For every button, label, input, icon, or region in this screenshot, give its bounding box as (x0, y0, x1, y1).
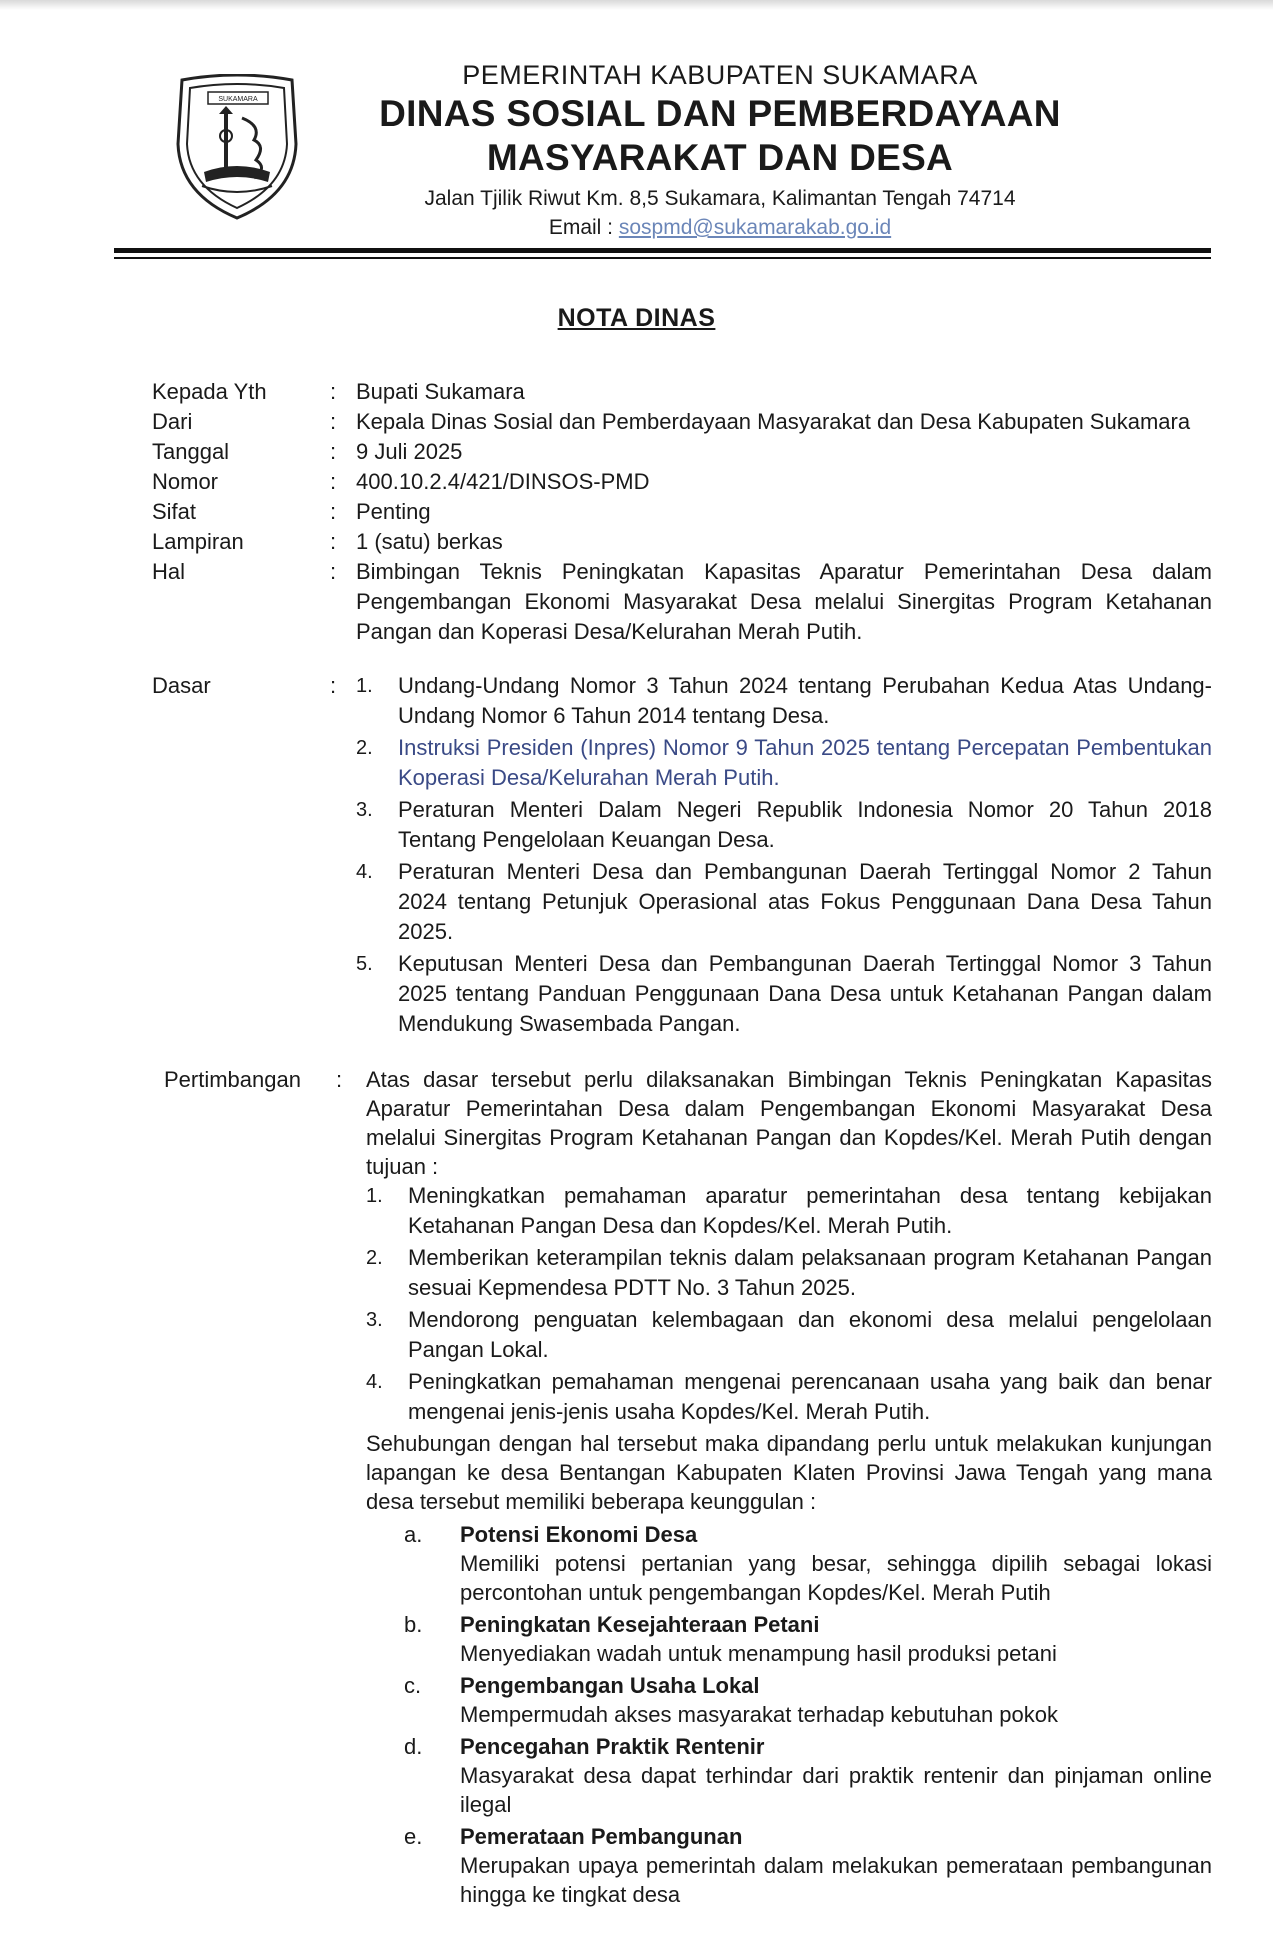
advantage-body (460, 1732, 1212, 1819)
field-row (152, 467, 1212, 497)
field-colon: : (330, 529, 337, 554)
advantage-title: Pemerataan Pembangunan (460, 1824, 743, 1849)
logo-lettering: SUKAMARA (218, 96, 258, 103)
list-letter: a. (404, 1522, 423, 1547)
sukamara-crest-logo (172, 74, 302, 222)
list-item (366, 1610, 1212, 1668)
list-item (366, 1671, 1212, 1729)
field-label: Sifat (152, 499, 197, 524)
field-row (152, 437, 1212, 467)
list-letter: b. (404, 1612, 423, 1637)
field-value: Bupati Sukamara (356, 379, 525, 404)
field-label: Lampiran (152, 529, 244, 554)
letterhead-divider-thin (114, 257, 1211, 259)
list-text: Peraturan Menteri Dalam Negeri Republik Indonesia Nomor 20 Tahun 2018 Tentang Pengelolaan Keuangan Desa. (398, 797, 1212, 852)
list-number: 3. (356, 799, 373, 821)
field-value: Kepala Dinas Sosial dan Pemberdayaan Masyarakat dan Desa Kabupaten Sukamara (356, 409, 1191, 434)
field-colon: : (330, 409, 337, 434)
list-number: 3. (366, 1309, 383, 1331)
pertimbangan-intro: Atas dasar tersebut perlu dilaksanakan Bimbingan Teknis Peningkatan Kapasitas Aparatur Pemerintahan Desa dalam Pengembangan Ekonomi Masyarakat Desa melalui Sinergitas Program Ketahanan Pangan dan Kopdes/Kel. Merah Putih dengan tujuan : (366, 1067, 1212, 1179)
advantage-body (460, 1520, 1212, 1607)
field-colon: : (330, 673, 337, 698)
advantage-body (460, 1610, 1212, 1668)
list-letter: e. (404, 1824, 423, 1849)
advantage-body (460, 1671, 1212, 1729)
field-row (152, 557, 1212, 647)
list-item (356, 795, 1212, 855)
field-value: Bimbingan Teknis Peningkatan Kapasitas Aparatur Pemerintahan Desa dalam Pengembangan Ekonomi Masyarakat Desa melalui Sinergitas Program Ketahanan Pangan dan Koperasi Desa/Kelurahan Merah Putih. (356, 559, 1212, 644)
pertimbangan-label: Pertimbangan (164, 1067, 301, 1092)
list-item (356, 857, 1212, 947)
document-title: NOTA DINAS (557, 304, 716, 332)
list-number: 1. (356, 675, 373, 697)
email-label: Email : (548, 216, 614, 239)
list-text: Keputusan Menteri Desa dan Pembangunan Daerah Tertinggal Nomor 3 Tahun 2025 tentang Panduan Penggunaan Dana Desa untuk Ketahanan Pangan dalam Mendukung Swasembada Pangan. (398, 951, 1212, 1036)
advantage-desc: Mempermudah akses masyarakat terhadap kebutuhan pokok (460, 1702, 1059, 1727)
list-item (356, 671, 1212, 731)
list-number: 2. (356, 737, 373, 759)
field-colon: : (330, 439, 337, 464)
field-label: Kepada Yth (152, 379, 267, 404)
advantage-body (460, 1822, 1212, 1909)
list-number: 4. (366, 1371, 383, 1393)
advantage-desc: Masyarakat desa dapat terhindar dari praktik rentenir dan pinjaman online ilegal (460, 1763, 1212, 1817)
pertimbangan-body (366, 1065, 1212, 1912)
list-number: 2. (366, 1247, 383, 1269)
dasar-list-wrap (356, 671, 1212, 1041)
list-number: 1. (366, 1185, 383, 1207)
list-text: Instruksi Presiden (Inpres) Nomor 9 Tahun 2025 tentang Percepatan Pembentukan Koperasi Desa/Kelurahan Merah Putih. (398, 735, 1212, 790)
goals-list (366, 1181, 1212, 1427)
letterhead-agency-line2: MASYARAKAT DAN DESA (486, 137, 954, 178)
list-item (366, 1822, 1212, 1909)
header-fields (152, 377, 1212, 647)
memo-body (152, 377, 1212, 1912)
letterhead-address: Jalan Tjilik Riwut Km. 8,5 Sukamara, Kalimantan Tengah 74714 (424, 187, 1016, 210)
field-label: Nomor (152, 469, 219, 494)
list-text: Undang-Undang Nomor 3 Tahun 2024 tentang Perubahan Kedua Atas Undang-Undang Nomor 6 Tahun 2014 tentang Desa. (398, 673, 1212, 728)
list-item (366, 1243, 1212, 1303)
list-item (356, 733, 1212, 793)
list-text: Memberikan keterampilan teknis dalam pelaksanaan program Ketahanan Pangan sesuai Kepmendesa PDTT No. 3 Tahun 2025. (408, 1245, 1212, 1300)
field-colon: : (330, 559, 337, 584)
field-row (152, 407, 1212, 437)
advantage-title: Pencegahan Praktik Rentenir (460, 1734, 765, 1759)
list-text: Peningkatkan pemahaman mengenai perencanaan usaha yang baik dan benar mengenai jenis-jenis usaha Kopdes/Kel. Merah Putih. (408, 1369, 1212, 1424)
advantage-desc: Merupakan upaya pemerintah dalam melakukan pemerataan pembangunan hingga ke tingkat desa (460, 1853, 1212, 1907)
list-text: Mendorong penguatan kelembagaan dan ekonomi desa melalui pengelolaan Pangan Lokal. (408, 1307, 1212, 1362)
field-value: 9 Juli 2025 (356, 439, 463, 464)
list-item (366, 1181, 1212, 1241)
field-colon: : (336, 1067, 343, 1092)
field-label: Dari (152, 409, 193, 434)
advantage-desc: Menyediakan wadah untuk menampung hasil produksi petani (460, 1641, 1057, 1666)
field-value: Penting (356, 499, 431, 524)
list-text: Peraturan Menteri Desa dan Pembangunan Daerah Tertinggal Nomor 2 Tahun 2024 tentang Petunjuk Operasional atas Fokus Penggunaan Dana Desa Tahun 2025. (398, 859, 1212, 944)
field-colon: : (330, 469, 337, 494)
list-text: Meningkatkan pemahaman aparatur pemerintahan desa tentang kebijakan Ketahanan Pangan Desa dan Kopdes/Kel. Merah Putih. (408, 1183, 1212, 1238)
advantage-desc: Memiliki potensi pertanian yang besar, sehingga dipilih sebagai lokasi percontohan untuk pengembangan Kopdes/Kel. Merah Putih (460, 1551, 1212, 1605)
field-row (152, 377, 1212, 407)
advantage-title: Pengembangan Usaha Lokal (460, 1673, 760, 1698)
field-colon: : (330, 379, 337, 404)
advantages-list (366, 1520, 1212, 1909)
letterhead-divider-thick (114, 248, 1211, 253)
dasar-label: Dasar (152, 673, 211, 698)
advantage-title: Potensi Ekonomi Desa (460, 1522, 698, 1547)
letterhead-government: PEMERINTAH KABUPATEN SUKAMARA (462, 60, 978, 90)
field-label: Hal (152, 559, 186, 584)
list-number: 5. (356, 953, 373, 975)
letterhead-email-line (320, 214, 1120, 242)
email-link[interactable]: sospmd@sukamarakab.go.id (618, 216, 892, 239)
field-value: 400.10.2.4/421/DINSOS-PMD (356, 469, 650, 494)
field-colon: : (330, 499, 337, 524)
list-letter: d. (404, 1734, 423, 1759)
dasar-list (356, 671, 1212, 1039)
field-row (152, 527, 1212, 557)
list-item (366, 1367, 1212, 1427)
list-letter: c. (404, 1673, 422, 1698)
list-number: 4. (356, 861, 373, 883)
list-item (356, 949, 1212, 1039)
pertimbangan-section (152, 1065, 1212, 1912)
pertimbangan-follow: Sehubungan dengan hal tersebut maka dipandang perlu untuk melakukan kunjungan lapangan ke desa Bentangan Kabupaten Klaten Provinsi Jawa Tengah yang mana desa tersebut memiliki beberapa keunggulan : (366, 1431, 1212, 1514)
field-row (152, 497, 1212, 527)
list-item (366, 1520, 1212, 1607)
list-item (366, 1305, 1212, 1365)
scan-edge (0, 0, 1273, 10)
letterhead (320, 58, 1120, 242)
field-value: 1 (satu) berkas (356, 529, 503, 554)
advantage-title: Peningkatan Kesejahteraan Petani (460, 1612, 820, 1637)
dasar-section (152, 671, 1212, 1041)
list-item (366, 1732, 1212, 1819)
field-label: Tanggal (152, 439, 230, 464)
letterhead-agency-line1: DINAS SOSIAL DAN PEMBERDAYAAN (379, 93, 1061, 134)
